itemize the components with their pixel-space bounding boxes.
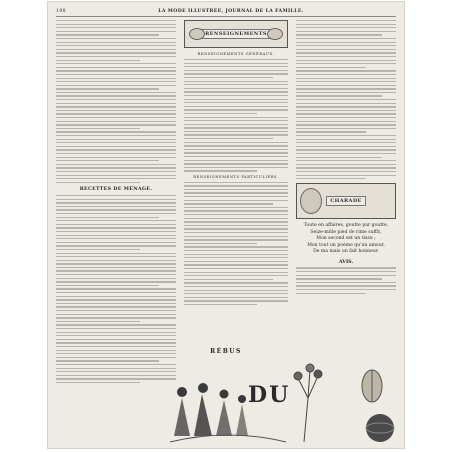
page-header <box>56 7 396 15</box>
flower-bouquet <box>294 364 322 442</box>
scroll-ornament-icon <box>267 28 283 40</box>
middle-column <box>184 20 288 307</box>
header-rule <box>56 16 396 17</box>
right-column <box>296 20 396 296</box>
section-title-particuliers: RENSEIGNEMENTS PARTICULIERS. <box>193 174 279 179</box>
globe-object <box>366 414 394 442</box>
figures-group <box>174 383 248 436</box>
text-block <box>184 59 288 172</box>
charade-line: De ma mais un fait honneur. <box>313 249 379 255</box>
newspaper-page <box>48 2 404 448</box>
lantern-object <box>362 370 382 402</box>
text-block <box>56 195 176 383</box>
section-title-generaux: RENSEIGNEMENTS GÉNÉRAUX. <box>197 52 275 56</box>
scroll-ornament-icon <box>189 28 205 40</box>
flourish-ornament-icon <box>300 188 322 214</box>
section-title-recettes: RECETTES DE MÉNAGE. <box>79 186 153 193</box>
text-block <box>184 182 288 305</box>
page-number: 198 <box>56 8 66 14</box>
charade-line: Toute en affaires, goutte par goutte, <box>303 223 389 229</box>
charade-line: Seize-mille pied de rime suffit, <box>310 229 382 235</box>
avis-title: AVIS. <box>338 259 354 266</box>
rebus-title: RÉBUS <box>210 348 242 355</box>
rebus-word: DU <box>248 382 291 408</box>
renseignements-banner <box>184 20 288 48</box>
banner-title: RENSEIGNEMENTS <box>201 29 271 39</box>
charade-text <box>296 223 396 255</box>
scroll-flourish <box>170 435 286 442</box>
charade-banner <box>296 183 396 219</box>
charade-line: Mon tout un poème qu'un amour, <box>307 242 385 248</box>
charade-line: Mon second est un tissu ; <box>316 236 376 242</box>
text-block <box>296 20 396 179</box>
charade-title: CHARADE <box>326 196 366 206</box>
text-block <box>56 20 176 183</box>
text-block <box>296 267 396 293</box>
left-column <box>56 20 176 385</box>
page-title: LA MODE ILLUSTRÉE, JOURNAL DE LA FAMILLE. <box>158 8 304 14</box>
